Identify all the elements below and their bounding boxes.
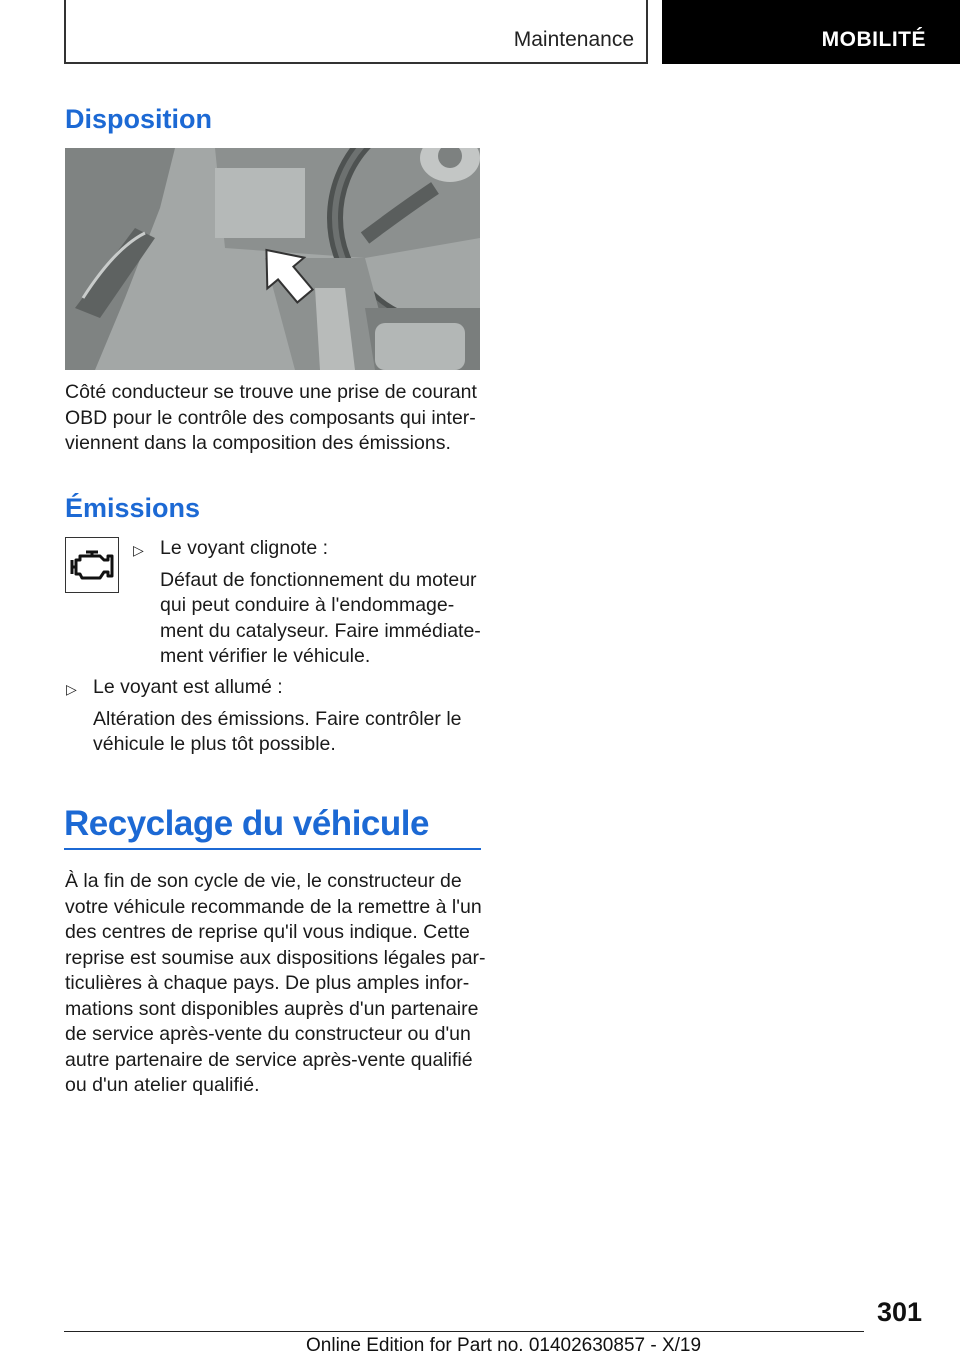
text-line: ment du catalyseur. Faire immédiate‐: [160, 619, 481, 642]
page-number: 301: [876, 1297, 922, 1327]
bullet-icon: ▷: [66, 681, 77, 697]
heading-recycling: Recyclage du véhicule: [64, 804, 429, 843]
text-line: reprise est soumise aux dispositions légales par‐: [65, 946, 486, 969]
recycling-text: [65, 869, 485, 1099]
text-line: Côté conducteur se trouve une prise de courant: [65, 381, 477, 403]
text-line: véhicule le plus tôt possible.: [93, 733, 336, 755]
item-title: Le voyant est allumé :: [93, 676, 283, 698]
heading-rule: [64, 848, 481, 850]
running-header: [64, 0, 648, 64]
emissions-item-blinking: [160, 536, 485, 670]
text-line: ou d'un atelier qualifié.: [65, 1074, 260, 1096]
edition-note: Online Edition for Part no. 01402630857 - X/19: [306, 1335, 702, 1356]
text-line: Altération des émissions. Faire contrôler le: [93, 707, 462, 730]
text-line: de service après-vente du constructeur ou d'un: [65, 1023, 471, 1045]
emissions-item-lit: [93, 675, 483, 758]
text-line: mations sont disponibles auprès d'un partenaire: [65, 997, 479, 1020]
text-line: des centres de reprise qu'il vous indique. Cette: [65, 921, 470, 943]
text-line: ment vérifier le véhicule.: [160, 645, 371, 667]
item-title: Le voyant clignote :: [160, 537, 329, 559]
chapter-tab: [662, 0, 960, 64]
text-line: À la fin de son cycle de vie, le constructeur de: [65, 870, 462, 892]
engine-warning-icon: [65, 537, 119, 593]
text-line: viennent dans la composition des émissions.: [65, 432, 451, 454]
chapter-title: MOBILITÉ: [821, 28, 926, 51]
text-line: autre partenaire de service après-vente qualifié: [65, 1048, 473, 1071]
footer-rule: [64, 1331, 864, 1332]
heading-emissions: Émissions: [65, 493, 201, 523]
heading-disposition: Disposition: [65, 104, 212, 134]
disposition-text: [65, 380, 485, 457]
obd-location-photo: [65, 148, 480, 370]
section-title: Maintenance: [513, 28, 634, 51]
text-line: Défaut de fonctionnement du moteur: [160, 568, 477, 591]
text-line: OBD pour le contrôle des composants qui inter‐: [65, 406, 476, 429]
text-line: votre véhicule recommande de la remettre à l'un: [65, 895, 482, 918]
text-line: ticulières à chaque pays. De plus amples infor‐: [65, 972, 470, 994]
bullet-icon: ▷: [133, 542, 144, 558]
text-line: qui peut conduire à l'endommage‐: [160, 594, 455, 616]
